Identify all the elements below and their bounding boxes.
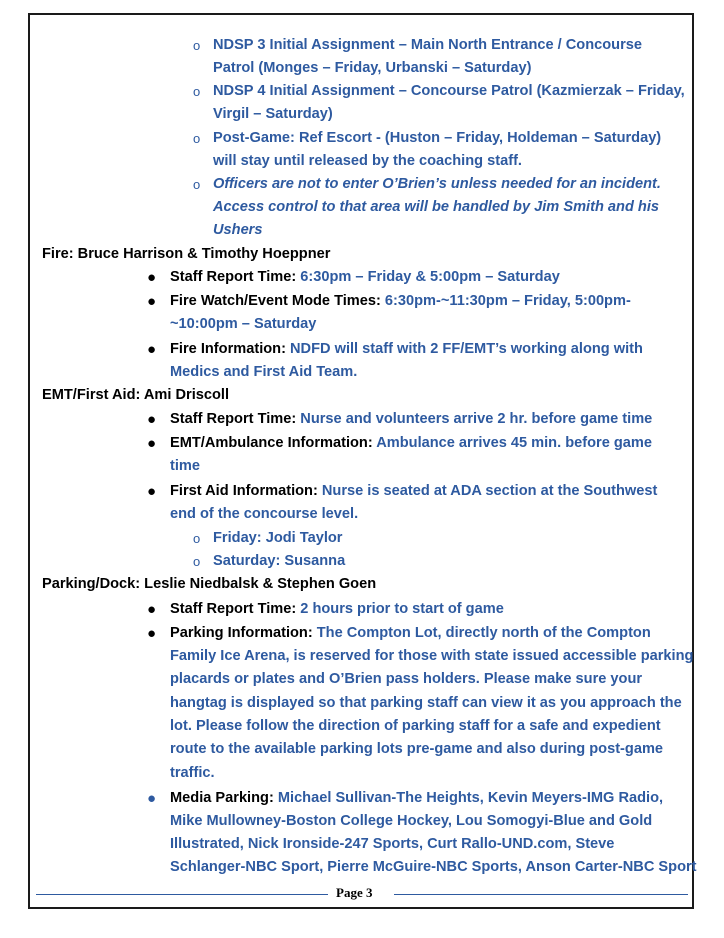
fire-item-3 [170,338,643,361]
ndsp-item-1-line-1: NDSP 3 Initial Assignment – Main North Entrance / Concourse [213,37,642,53]
parking-item-2-label: Parking Information: [170,625,317,641]
footer-rule-right [394,894,688,895]
emt-item-3 [170,480,657,503]
ndsp-item-2-line-2: Virgil – Saturday) [213,106,333,122]
parking-item-2-line-6: route to the available parking lots pre-game and also during post-game [170,741,664,757]
emt-item-1-value: Nurse and volunteers arrive 2 hr. before game time [300,411,653,427]
parking-item-3-line-2: Mike Mullowney-Boston College Hockey, Lou Somogyi-Blue and Gold [170,813,653,829]
circle-bullet: o [193,531,201,546]
emt-item-1-label: Staff Report Time: [170,411,301,427]
fire-item-2 [170,290,631,313]
parking-item-3-label: Media Parking: [170,790,278,806]
bullet: ● [147,341,157,358]
parking-item-2-value: The Compton Lot, directly north of the Compton [316,625,651,641]
bullet: ● [147,790,157,807]
bullet: ● [147,483,157,500]
fire-item-3-value: NDFD will staff with 2 FF/EMT’s working along with [290,341,643,357]
bullet: ● [147,625,157,642]
bullet: ● [147,435,157,452]
parking-item-1-label: Staff Report Time: [170,601,301,617]
emt-item-3-line-2: end of the concourse level. [170,506,359,522]
emt-item-3-value: Nurse is seated at ADA section at the Southwest [321,483,658,499]
fire-item-1-value: 6:30pm – Friday & 5:00pm – Saturday [300,269,560,285]
bullet: ● [147,601,157,618]
bullet: ● [147,269,157,286]
parking-item-2-line-2: Family Ice Arena, is reserved for those with state issued accessible parking [170,648,694,664]
footer-rule-left [36,894,328,895]
emt-item-2-value: Ambulance arrives 45 min. before game [376,435,652,451]
parking-item-2-line-7: traffic. [170,765,215,781]
parking-item-3-line-3: Illustrated, Nick Ironside-247 Sports, Curt Rallo-UND.com, Steve [170,836,615,852]
emt-item-2-line-2: time [170,458,201,474]
parking-item-2 [170,622,651,645]
fire-item-3-label: Fire Information: [170,341,290,357]
ndsp-item-2-line-1: NDSP 4 Initial Assignment – Concourse Patrol (Kazmierzak – Friday, [213,83,685,99]
parking-item-3 [170,787,663,810]
ndsp-item-3-line-1: Post-Game: Ref Escort - (Huston – Friday, Holdeman – Saturday) [213,130,662,146]
emt-item-1 [170,408,652,431]
emt-item-2 [170,432,652,455]
parking-item-3-line-4: Schlanger-NBC Sport, Pierre McGuire-NBC Sports, Anson Carter-NBC Sport [170,859,697,875]
emt-item-2-label: EMT/Ambulance Information: [170,435,377,451]
fire-heading: Fire: Bruce Harrison & Timothy Hoeppner [42,246,331,262]
ndsp-item-4-line-1: Officers are not to enter O’Brien’s unless needed for an incident. [213,176,661,192]
emt-item-3-label: First Aid Information: [170,483,322,499]
circle-bullet: o [193,84,201,99]
page-number: Page 3 [336,885,373,900]
emt-subitem-saturday: Saturday: Susanna [213,553,346,569]
parking-item-3-value: Michael Sullivan-The Heights, Kevin Meyers-IMG Radio, [277,790,664,806]
parking-item-2-line-3: placards or plates and O’Brien pass holders. Please make sure your [170,671,643,687]
emt-heading: EMT/First Aid: Ami Driscoll [42,387,230,403]
ndsp-item-4-line-3: Ushers [213,222,263,238]
ndsp-item-1-line-2: Patrol (Monges – Friday, Urbanski – Saturday) [213,60,532,76]
ndsp-item-4-line-2: Access control to that area will be handled by Jim Smith and his [213,199,660,215]
bullet: ● [147,293,157,310]
fire-item-2-value: 6:30pm-~11:30pm – Friday, 5:00pm- [384,293,631,309]
fire-item-2-line-2: ~10:00pm – Saturday [170,316,317,332]
circle-bullet: o [193,131,201,146]
circle-bullet: o [193,177,201,192]
fire-item-2-label: Fire Watch/Event Mode Times: [170,293,385,309]
circle-bullet: o [193,554,201,569]
parking-heading: Parking/Dock: Leslie Niedbalsk & Stephen Goen [42,576,377,592]
parking-item-1 [170,598,504,621]
ndsp-item-3-line-2: will stay until released by the coaching staff. [213,153,522,169]
circle-bullet: o [193,38,201,53]
fire-item-1-label: Staff Report Time: [170,269,301,285]
bullet: ● [147,411,157,428]
parking-item-1-value: 2 hours prior to start of game [300,601,504,617]
emt-subitem-friday: Friday: Jodi Taylor [213,530,343,546]
parking-item-2-line-5: lot. Please follow the direction of parking staff for a safe and expedient [170,718,661,734]
fire-item-3-line-2: Medics and First Aid Team. [170,364,358,380]
fire-item-1 [170,266,560,289]
parking-item-2-line-4: hangtag is displayed so that parking staff can view it as you approach the [170,695,682,711]
